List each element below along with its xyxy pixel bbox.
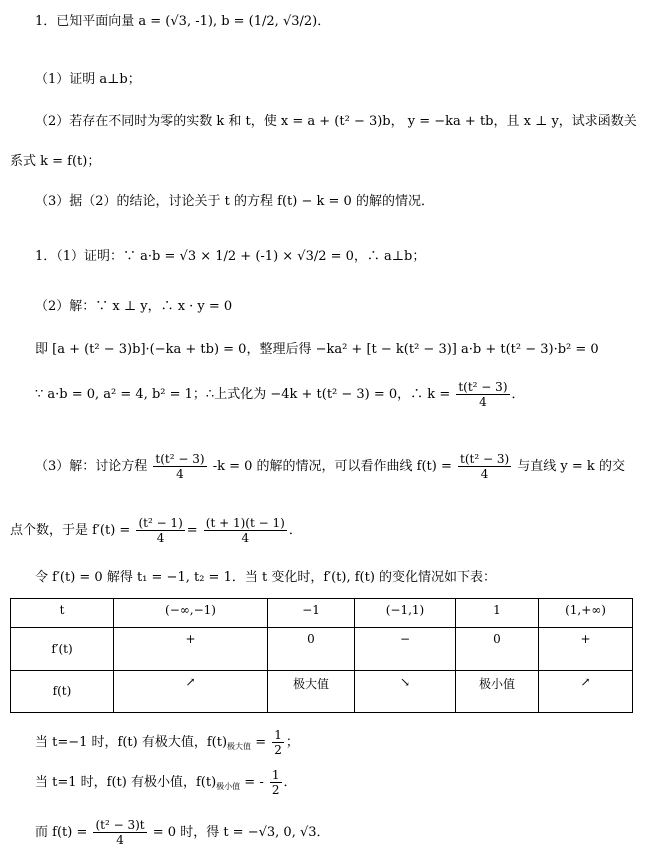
fraction-equation <box>153 452 206 481</box>
problem-stem: 1．已知平面向量 a = (√3, -1), b = (1/2, √3/2)． <box>35 14 331 29</box>
table-row-function <box>11 671 633 713</box>
fraction-roots <box>93 818 146 847</box>
fraction-curve <box>458 452 511 481</box>
table-header-row <box>11 599 633 628</box>
problem-part1: （1）证明 a⊥b； <box>35 72 141 87</box>
solution-part2-line3-text: ∵ a·b = 0, a² = 4, b² = 1；∴上式化为 −4k + t(t² − 3) = 0，∴ k = <box>35 387 451 402</box>
conclusion-min <box>35 768 297 797</box>
fraction-derivative-1-numerator: (t² − 1) <box>138 516 183 530</box>
table-row-derivative <box>11 628 633 671</box>
fraction-derivative-2-numerator: (t + 1)(t − 1) <box>205 516 285 530</box>
table-cell: 极小值 <box>456 671 539 713</box>
table-cell: 0 <box>456 628 539 671</box>
solution-part2-line3: ∵ a·b = 0, a² = 4, b² = 1；∴上式化为 −4k + t(t² − 3) = 0，∴ k = $\frac{\text{t(t² − 3)}}{4}$ ． <box>35 380 525 409</box>
conclusion-min-equals: = - <box>244 775 264 790</box>
table-cell: ↘ <box>355 671 456 713</box>
fraction-max-value <box>272 728 284 757</box>
conclusion-max-subscript: 极大值 <box>227 742 252 751</box>
solution-part2-line2: 即 [a + (t² − 3)b]·(−ka + tb) = 0，整理后得 −ka² + [t − k(t² − 3)] a·b + t(t² − 3)·b² = 0 <box>35 342 599 357</box>
fraction-derivative-2-denominator: 4 <box>241 531 250 545</box>
table-cell: + <box>114 628 268 671</box>
solution-part3-text-c: 与直线 y = k 的交 <box>517 459 625 474</box>
solution-part1: 1．（1）证明：∵ a·b = √3 × 1/2 + (-1) × √3/2 = 0，∴ a⊥b； <box>35 249 426 264</box>
problem-part3: （3）据（2）的结论，讨论关于 t 的方程 f(t) − k = 0 的解的情况． <box>35 194 434 209</box>
table-cell: f′(t) <box>11 628 114 671</box>
fraction-max-value-denominator: 2 <box>274 743 282 757</box>
conclusion-min-subscript: 极小值 <box>216 782 241 791</box>
table-cell: f(t) <box>11 671 114 713</box>
variation-table <box>10 598 633 713</box>
solution-part2-line1: （2）解：∵ x ⊥ y，∴ x · y = 0 <box>35 299 233 314</box>
fraction-roots-denominator: 4 <box>116 833 124 847</box>
solution-part3-derivative-text: 点个数，于是 f′(t) = <box>10 523 131 538</box>
conclusion-min-end: ． <box>283 775 297 790</box>
conclusion-max-text: 当 t=−1 时，f(t) 有极大值，f(t) <box>35 735 228 750</box>
table-cell: t <box>11 599 114 628</box>
solution-part3-line3: 令 f′(t) = 0 解得 t₁ = −1, t₂ = 1．当 t 变化时，f′(t), f(t) 的变化情况如下表： <box>35 570 497 585</box>
fraction-derivative-1 <box>136 516 184 545</box>
problem-part2-line1: （2）若存在不同时为零的实数 k 和 t，使 x = a + (t² − 3)b， y = −ka + tb，且 x ⊥ y，试求函数关 <box>35 114 637 129</box>
fraction-k-denominator: 4 <box>479 395 487 409</box>
conclusion-max-end: ； <box>285 735 299 750</box>
fraction-derivative-2 <box>204 516 287 545</box>
fraction-max-value-numerator: 1 <box>274 728 282 742</box>
table-cell: 1 <box>456 599 539 628</box>
fraction-k-numerator: t(t² − 3) <box>458 380 508 394</box>
fraction-min-value-denominator: 2 <box>271 783 280 797</box>
table-cell: + <box>539 628 633 671</box>
fraction-equation-denominator: 4 <box>176 467 184 481</box>
table-cell: (−1,1) <box>355 599 456 628</box>
table-cell: −1 <box>268 599 355 628</box>
table-cell: (1,+∞) <box>539 599 633 628</box>
table-cell: (−∞,−1) <box>114 599 268 628</box>
table-cell: 0 <box>268 628 355 671</box>
fraction-min-value <box>270 768 282 797</box>
problem-part2-line2: 系式 k = f(t)； <box>10 154 101 169</box>
conclusion-roots-text-a: 而 f(t) = <box>35 825 88 840</box>
conclusion-max <box>35 728 299 757</box>
solution-part3-text-a: （3）解：讨论方程 <box>35 459 148 474</box>
conclusion-roots-text-b: = 0 时，得 t = −√3, 0, √3． <box>152 825 330 840</box>
solution-part3-line2: 点个数，于是 f′(t) = $\frac{\text{(t² − 1)}}{4}$ = $\frac{(t + 1)(t - 1)}{4}$ ． <box>10 516 302 545</box>
fraction-curve-denominator: 4 <box>480 467 489 481</box>
conclusion-roots <box>35 818 330 847</box>
fraction-min-value-numerator: 1 <box>271 768 280 782</box>
fraction-curve-numerator: t(t² − 3) <box>460 452 510 466</box>
table-cell: ↗ <box>539 671 633 713</box>
conclusion-max-equals: = <box>255 735 267 750</box>
fraction-roots-numerator: (t² − 3)t <box>95 818 145 832</box>
fraction-derivative-1-denominator: 4 <box>156 531 165 545</box>
conclusion-min-text: 当 t=1 时，f(t) 有极小值，f(t) <box>35 775 217 790</box>
table-cell: ↗ <box>114 671 268 713</box>
table-cell: 极大值 <box>268 671 355 713</box>
solution-part3-line1 <box>35 452 625 481</box>
fraction-k <box>456 380 509 409</box>
fraction-equation-numerator: t(t² − 3) <box>155 452 205 466</box>
table-cell: − <box>355 628 456 671</box>
solution-part3-text-b: -k = 0 的解的情况，可以看作曲线 f(t) = <box>212 459 452 474</box>
